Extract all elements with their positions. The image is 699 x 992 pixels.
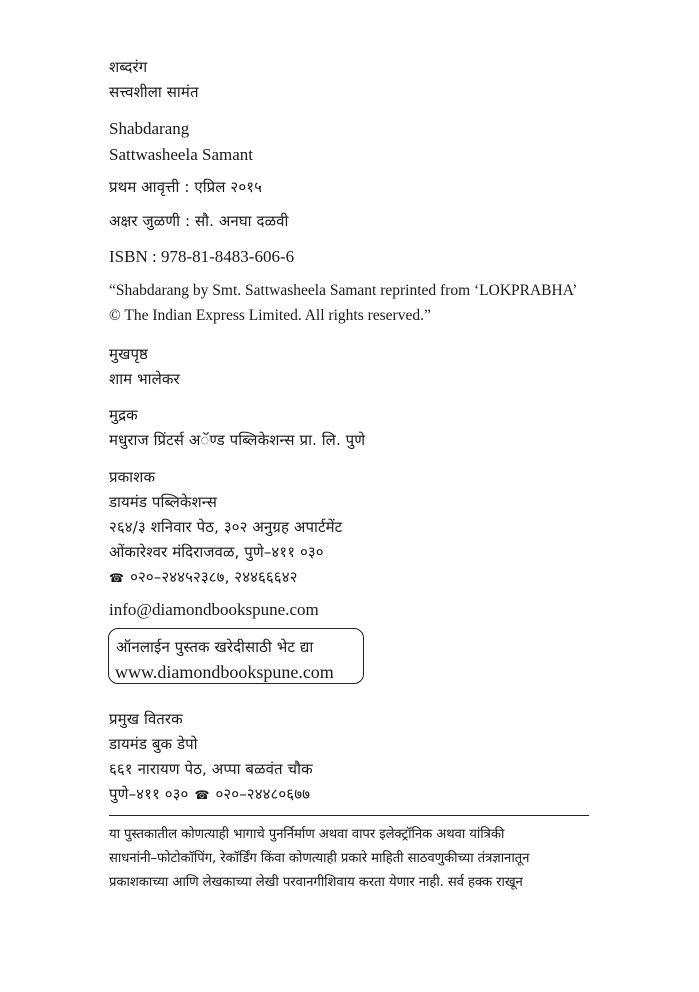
copyright-notice (109, 823, 591, 895)
website-link[interactable]: www.diamondbookspune.com (115, 662, 334, 682)
distributor-phone: ०२०–२४४८०६७७ (215, 785, 311, 803)
title-marathi: शब्दरंग (109, 58, 148, 76)
isbn-line: ISBN : 978-81-8483-606-6 (109, 247, 295, 266)
publisher-address-1: २६४/३ शनिवार पेठ, ३०२ अनुग्रह अपार्टमेंट (109, 518, 343, 536)
distributor-contact-row (109, 787, 310, 802)
publisher-email[interactable]: info@diamondbookspune.com (109, 600, 319, 619)
divider-rule (109, 815, 589, 816)
credit-line-2: © The Indian Express Limited. All rights reserved.” (109, 307, 431, 324)
online-purchase-label: ऑनलाईन पुस्तक खरेदीसाठी भेट द्या (116, 638, 314, 656)
distributor-name: डायमंड बुक डेपो (109, 735, 198, 753)
phone-icon: ☎ (194, 788, 210, 802)
publisher-phone: ०२०–२४४५२३८७, २४४६६६४२ (130, 568, 298, 586)
printer-label: मुद्रक (109, 406, 138, 424)
publisher-name: डायमंड पब्लिकेशन्स (109, 493, 217, 511)
author-english: Sattwasheela Samant (109, 145, 253, 164)
cover-artist: शाम भालेकर (109, 370, 180, 388)
copyright-line-3: प्रकाशकाच्या आणि लेखकाच्या लेखी परवानगीशिवाय करता येणार नाही. सर्व हक्क राखून (109, 875, 523, 890)
distributor-label: प्रमुख वितरक (109, 710, 183, 728)
publisher-phone-row (109, 570, 298, 585)
publisher-address-2: ओंकारेश्वर मंदिराजवळ, पुणे–४११ ०३० (109, 543, 324, 561)
distributor-address: ६६१ नारायण पेठ, अप्पा बळवंत चौक (109, 760, 313, 778)
cover-label: मुखपृष्ठ (109, 345, 148, 363)
copyright-line-1: या पुस्तकातील कोणत्याही भागाचे पुनर्निर्माण अथवा वापर इलेक्ट्रॉनिक अथवा यांत्रिकी (109, 827, 505, 842)
copyright-line-2: साधनांनी–फोटोकॉपिंग, रेकॉर्डिंग किंवा कोणत्याही प्रकारे माहिती साठवणुकीच्या तंत्रज्ञानातून (109, 851, 530, 866)
typesetting-line: अक्षर जुळणी : सौ. अनघा दळवी (109, 212, 289, 230)
distributor-city: पुणे–४११ ०३० (109, 785, 189, 803)
phone-icon: ☎ (109, 571, 125, 585)
credit-line-1: “Shabdarang by Smt. Sattwasheela Samant reprinted from ‘LOKPRABHA’ (109, 282, 578, 299)
author-marathi: सत्त्वशीला सामंत (109, 83, 199, 101)
online-purchase-box (108, 628, 364, 684)
edition-line: प्रथम आवृत्ती : एप्रिल २०१५ (109, 178, 263, 196)
publisher-label: प्रकाशक (109, 468, 156, 486)
title-english: Shabdarang (109, 119, 190, 138)
printer-name: मधुराज प्रिंटर्स अॅण्ड पब्लिकेशन्स प्रा. लि. पुणे (109, 431, 366, 449)
